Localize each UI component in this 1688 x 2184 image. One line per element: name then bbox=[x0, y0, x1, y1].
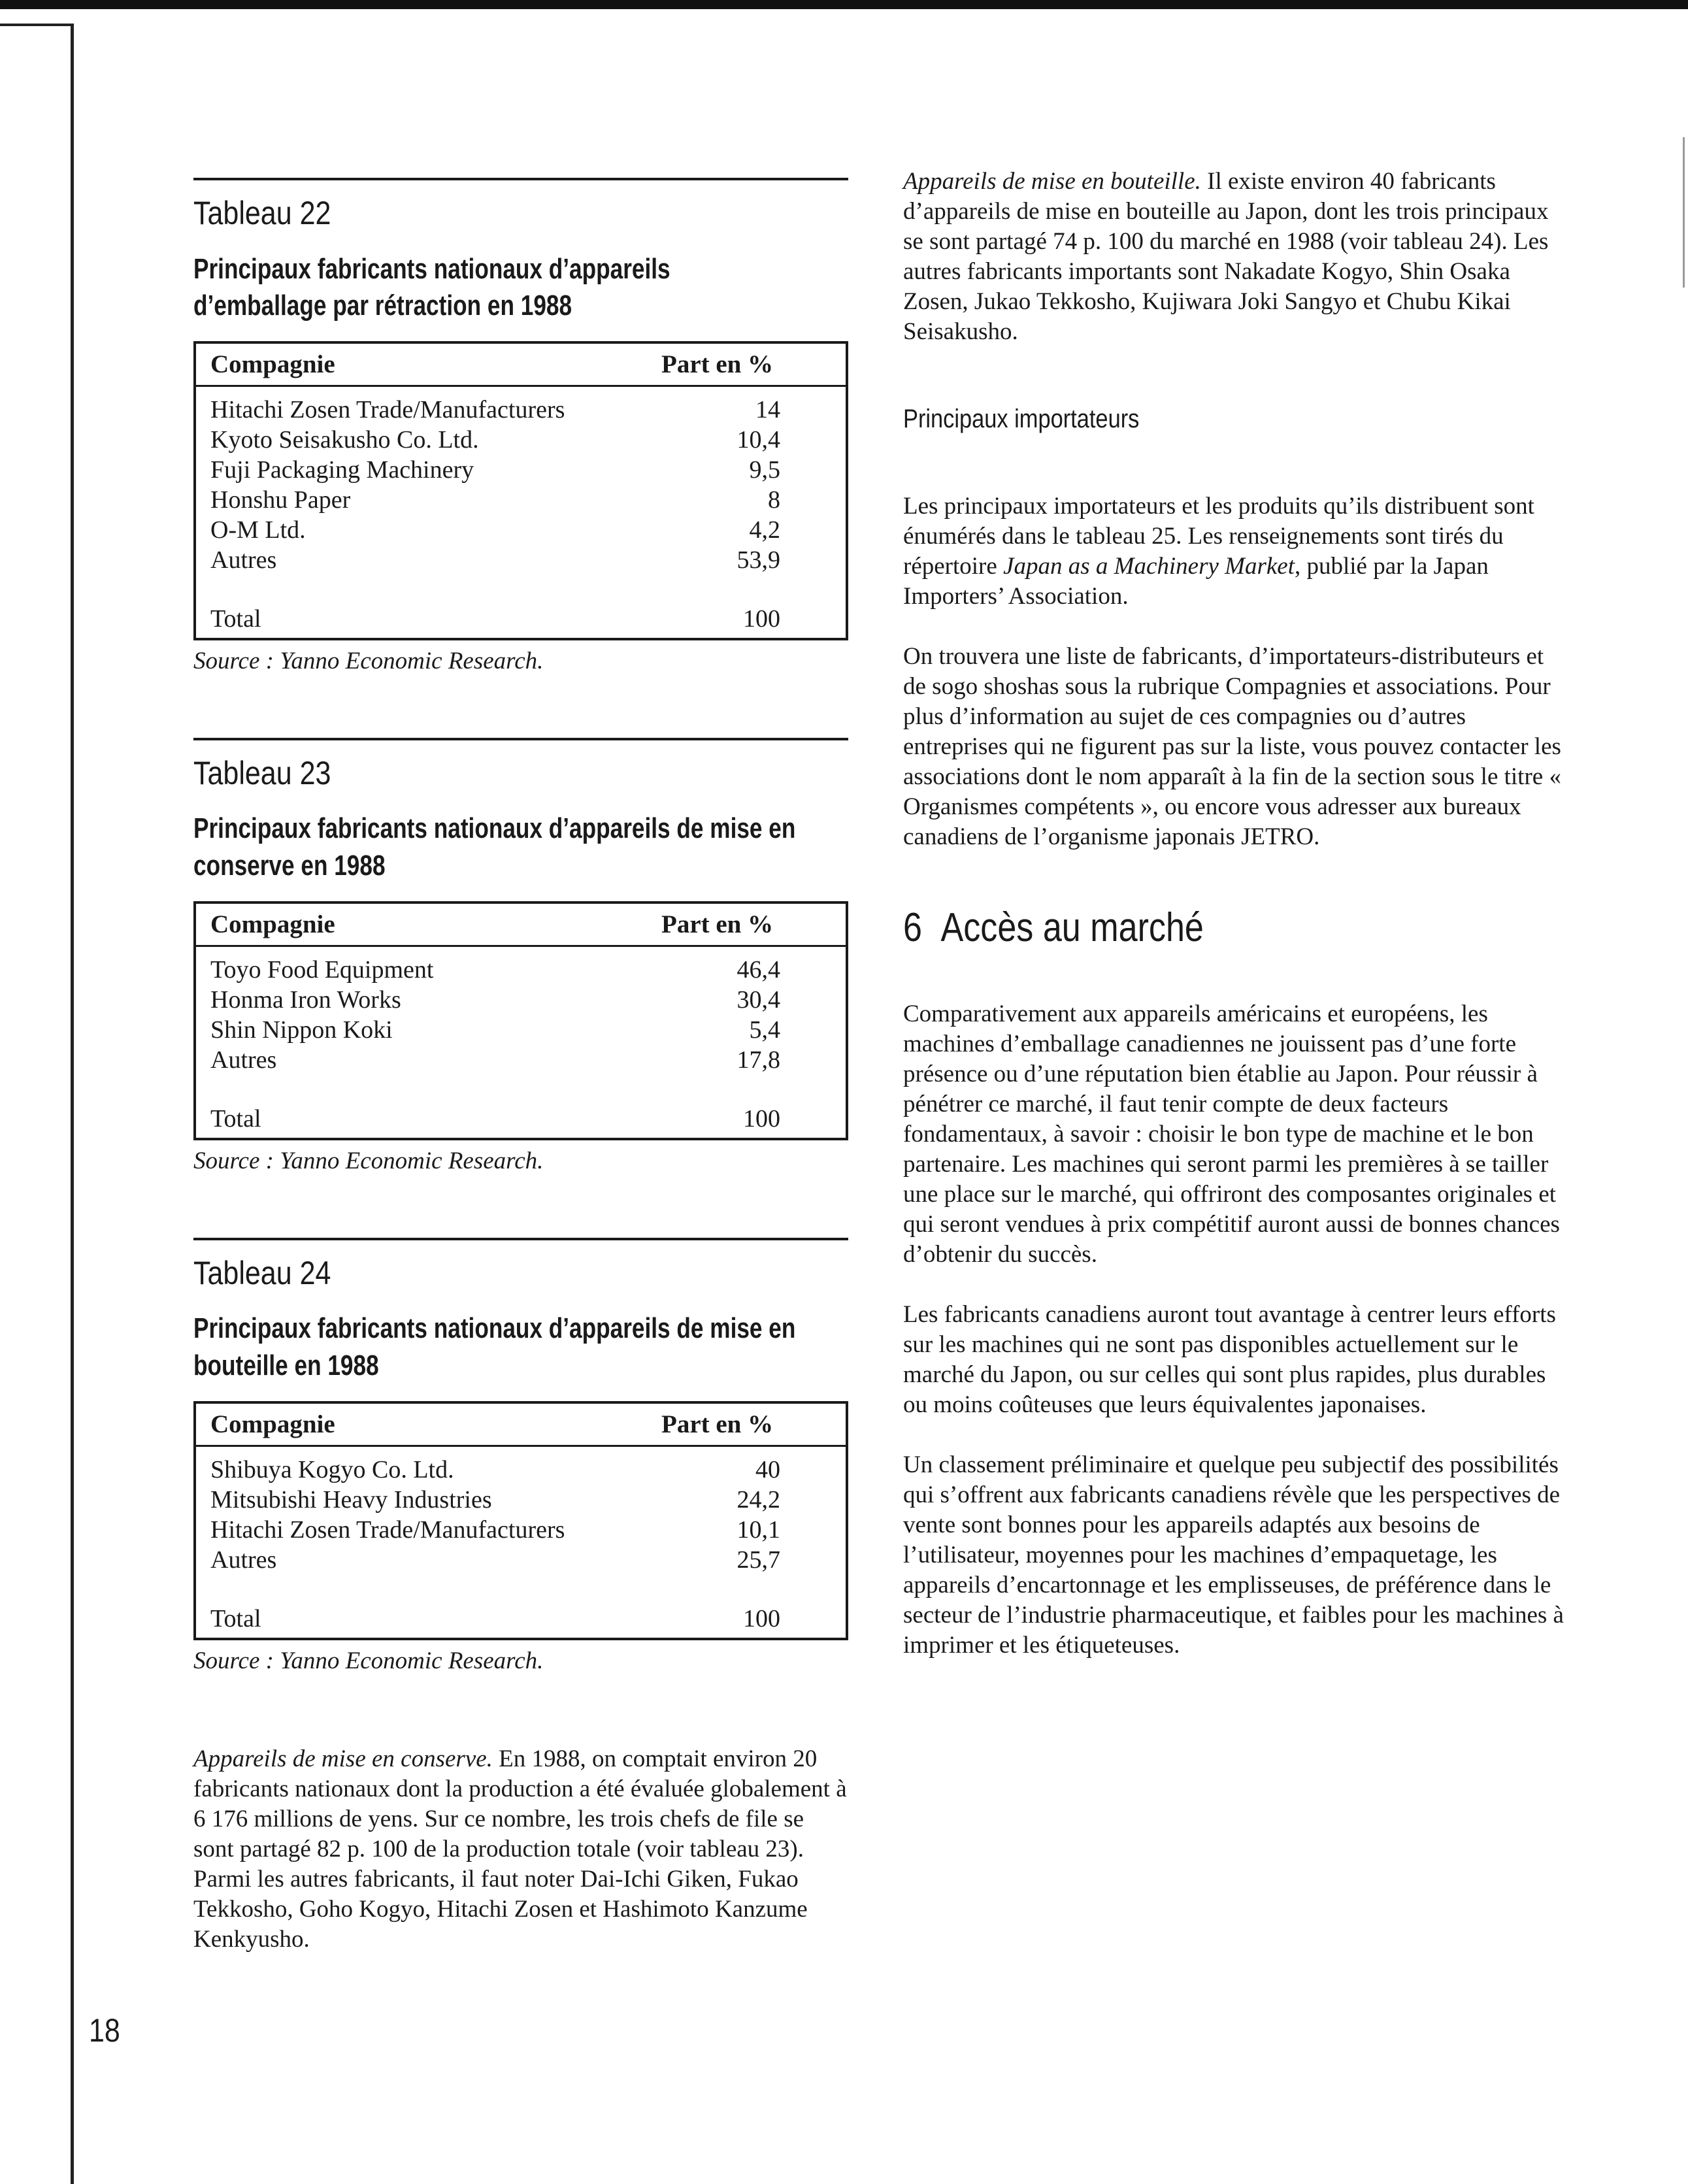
share-cell: 25,7 bbox=[736, 1546, 780, 1574]
company-cell: Mitsubishi Heavy Industries bbox=[210, 1485, 492, 1514]
market-paragraph-3: Un classement préliminaire et quelque peu subjectif des possibilités qui s’offrent aux fabricants canadiens révèle que les perspectives de vente sont bonnes pour les appareils adaptés aux besoins de l’utilisateur, moyennes pour les machines d’empaquetage, les appareils d’encartonnage et les emplisseuses, de préférence dans le secteur de l’industrie pharmaceutique, et faibles pour les machines à imprimer et les étiqueteuses. bbox=[903, 1451, 1564, 1659]
company-cell: Autres bbox=[210, 546, 277, 574]
canning-text: En 1988, on comptait environ 20 fabricants nationaux dont la production a été évaluée globalement à 6 176 millions de yens. Sur ce nombre, les trois chefs de file se sont partagé 82 p. 100 de la production totale (voir tableau 23). Parmi les autres fabricants, il faut noter Dai-Ichi Giken, Fukao Tekkosho, Goho Kogyo, Hitachi Zosen et Hashimoto Kanzume Kenkyusho. bbox=[193, 1745, 847, 1953]
table-23-subtitle: Principaux fabricants nationaux d’appareils de mise en conserve en 1988 bbox=[193, 812, 796, 882]
share-cell: 53,9 bbox=[736, 546, 780, 574]
total-label: Total bbox=[210, 604, 261, 633]
table-23 bbox=[193, 901, 848, 1140]
table-total-row bbox=[195, 575, 847, 639]
share-cell: 40 bbox=[755, 1455, 780, 1483]
share-cell: 5,4 bbox=[749, 1016, 780, 1044]
total-label: Total bbox=[210, 1604, 261, 1632]
table-22-rule bbox=[193, 178, 848, 180]
table-row bbox=[195, 985, 847, 1015]
scan-right-edge-mark bbox=[1683, 137, 1685, 288]
share-cell: 17,8 bbox=[736, 1046, 780, 1074]
company-cell: Shibuya Kogyo Co. Ltd. bbox=[210, 1455, 454, 1483]
page-left-margin-rule bbox=[71, 24, 74, 2184]
table-row bbox=[195, 485, 847, 515]
table-row bbox=[195, 515, 847, 545]
company-cell: Toyo Food Equipment bbox=[210, 955, 434, 984]
share-cell: 24,2 bbox=[736, 1485, 780, 1514]
table-23-source: Source : Yanno Economic Research. bbox=[193, 1147, 544, 1174]
column-header-company: Compagnie bbox=[195, 342, 635, 386]
company-cell: Shin Nippon Koki bbox=[210, 1016, 393, 1044]
table-total-row bbox=[195, 1075, 847, 1139]
table-22 bbox=[193, 341, 848, 640]
table-row bbox=[195, 1485, 847, 1515]
market-paragraph-2: Les fabricants canadiens auront tout avantage à centrer leurs efforts sur les machines qui ne sont pas disponibles actuellement sur le marché du Japon, ou sur celles qui sont plus rapides, plus durables ou moins coûteuses que leurs équivalentes japonaises. bbox=[903, 1301, 1556, 1418]
bottling-text: Il existe environ 40 fabricants d’appareils de mise en bouteille au Japon, dont les trois principaux se sont partagé 74 p. 100 du marché en 1988 (voir tableau 24). Les autres fabricants importants sont Nakadate Kogyo, Shin Osaka Zosen, Jukao Tekkosho, Kujiwara Joki Sangyo et Chubu Kikai Seisakusho. bbox=[903, 168, 1549, 345]
table-22-title: Tableau 22 bbox=[193, 195, 331, 231]
importers-p1-start: Les principaux importateurs et les produits qu’ils distribuent sont énumérés dans le tableau 25. Les renseignements sont tirés du répertoire bbox=[903, 493, 1534, 580]
company-cell: Honma Iron Works bbox=[210, 985, 401, 1014]
chapter-heading bbox=[903, 904, 1463, 951]
table-header-row bbox=[195, 342, 847, 386]
share-cell: 8 bbox=[768, 486, 780, 514]
importers-p1-directory: Japan as a Machinery Market bbox=[1003, 553, 1295, 580]
chapter-number: 6 bbox=[903, 905, 922, 950]
canning-lead: Appareils de mise en conserve. bbox=[193, 1745, 493, 1772]
total-value: 100 bbox=[743, 1104, 780, 1133]
total-label: Total bbox=[210, 1104, 261, 1133]
table-row bbox=[195, 1545, 847, 1575]
importers-paragraph-2: On trouvera une liste de fabricants, d’importateurs-distributeurs et de sogo shoshas sous la rubrique Compagnies et associations. Pour plus d’information au sujet de ces compagnies ou d’autres entreprises qui ne figurent pas sur la liste, vous pouvez contacter les associations dont le nom apparaît à la fin de la section sous le titre « Organismes compétents », ou encore vous adresser aux bureaux canadiens de l’organisme japonais JETRO. bbox=[903, 643, 1561, 850]
canning-paragraph bbox=[193, 1744, 850, 1955]
importers-p1-end: , publié par la Japan Importers’ Association. bbox=[903, 553, 1489, 610]
table-header-row bbox=[195, 1402, 847, 1446]
table-23-title: Tableau 23 bbox=[193, 754, 331, 791]
company-cell: Honshu Paper bbox=[210, 486, 351, 514]
market-paragraph-1: Comparativement aux appareils américains et européens, les machines d’emballage canadiennes ne jouissent pas d’une forte présence ou d’une réputation bien établie au Japon. Pour réussir à pénétrer ce marché, il faut tenir compte de deux facteurs fondamentaux, à savoir : choisir le bon type de machine et le bon partenaire. Les machines qui seront parmi les premières à se tailler une place sur le marché, qui offriront des composantes originales et qui seront vendues à prix compétitif auront aussi de bonnes chances d’obtenir du succès. bbox=[903, 1001, 1560, 1268]
right-column bbox=[903, 167, 1570, 1661]
table-header-row bbox=[195, 902, 847, 946]
scan-top-edge bbox=[0, 24, 72, 26]
table-23-rule bbox=[193, 738, 848, 740]
share-cell: 14 bbox=[755, 395, 780, 423]
table-row bbox=[195, 1515, 847, 1545]
table-24-title: Tableau 24 bbox=[193, 1254, 331, 1291]
share-cell: 10,1 bbox=[736, 1515, 780, 1544]
total-value: 100 bbox=[743, 604, 780, 633]
company-cell: Hitachi Zosen Trade/Manufacturers bbox=[210, 1515, 565, 1544]
importers-heading: Principaux importateurs bbox=[903, 405, 1140, 433]
share-cell: 30,4 bbox=[736, 985, 780, 1014]
table-total-row bbox=[195, 1575, 847, 1639]
table-row bbox=[195, 545, 847, 575]
company-cell: Fuji Packaging Machinery bbox=[210, 455, 474, 484]
company-cell: Autres bbox=[210, 1546, 277, 1574]
importers-paragraph-1 bbox=[903, 491, 1570, 612]
table-row bbox=[195, 425, 847, 455]
company-cell: Autres bbox=[210, 1046, 277, 1074]
column-header-company: Compagnie bbox=[195, 1402, 635, 1446]
share-cell: 9,5 bbox=[749, 455, 780, 484]
column-header-company: Compagnie bbox=[195, 902, 635, 946]
page-number: 18 bbox=[89, 2012, 120, 2049]
scan-top-border bbox=[0, 0, 1688, 9]
company-cell: Kyoto Seisakusho Co. Ltd. bbox=[210, 425, 479, 454]
company-cell: Hitachi Zosen Trade/Manufacturers bbox=[210, 395, 565, 423]
bottling-lead: Appareils de mise en bouteille. bbox=[903, 168, 1201, 195]
table-22-subtitle: Principaux fabricants nationaux d’appareils d’emballage par rétraction en 1988 bbox=[193, 252, 670, 322]
company-cell: O-M Ltd. bbox=[210, 516, 306, 544]
share-cell: 10,4 bbox=[736, 425, 780, 454]
column-header-share: Part en % bbox=[635, 342, 847, 386]
bottling-paragraph bbox=[903, 167, 1570, 347]
table-row bbox=[195, 1446, 847, 1485]
column-header-share: Part en % bbox=[635, 902, 847, 946]
table-23-block bbox=[193, 738, 850, 1175]
table-row bbox=[195, 455, 847, 485]
table-row bbox=[195, 386, 847, 425]
table-24-block bbox=[193, 1238, 850, 1675]
table-24 bbox=[193, 1401, 848, 1640]
column-header-share: Part en % bbox=[635, 1402, 847, 1446]
table-22-source: Source : Yanno Economic Research. bbox=[193, 647, 544, 674]
left-column bbox=[193, 178, 850, 1955]
share-cell: 4,2 bbox=[749, 516, 780, 544]
table-row bbox=[195, 946, 847, 985]
table-22-block bbox=[193, 178, 850, 675]
table-24-source: Source : Yanno Economic Research. bbox=[193, 1647, 544, 1674]
table-24-subtitle: Principaux fabricants nationaux d’appareils de mise en bouteille en 1988 bbox=[193, 1312, 796, 1382]
table-row bbox=[195, 1015, 847, 1045]
table-row bbox=[195, 1045, 847, 1075]
total-value: 100 bbox=[743, 1604, 780, 1632]
table-24-rule bbox=[193, 1238, 848, 1240]
share-cell: 46,4 bbox=[736, 955, 780, 984]
chapter-title: Accès au marché bbox=[940, 905, 1204, 950]
